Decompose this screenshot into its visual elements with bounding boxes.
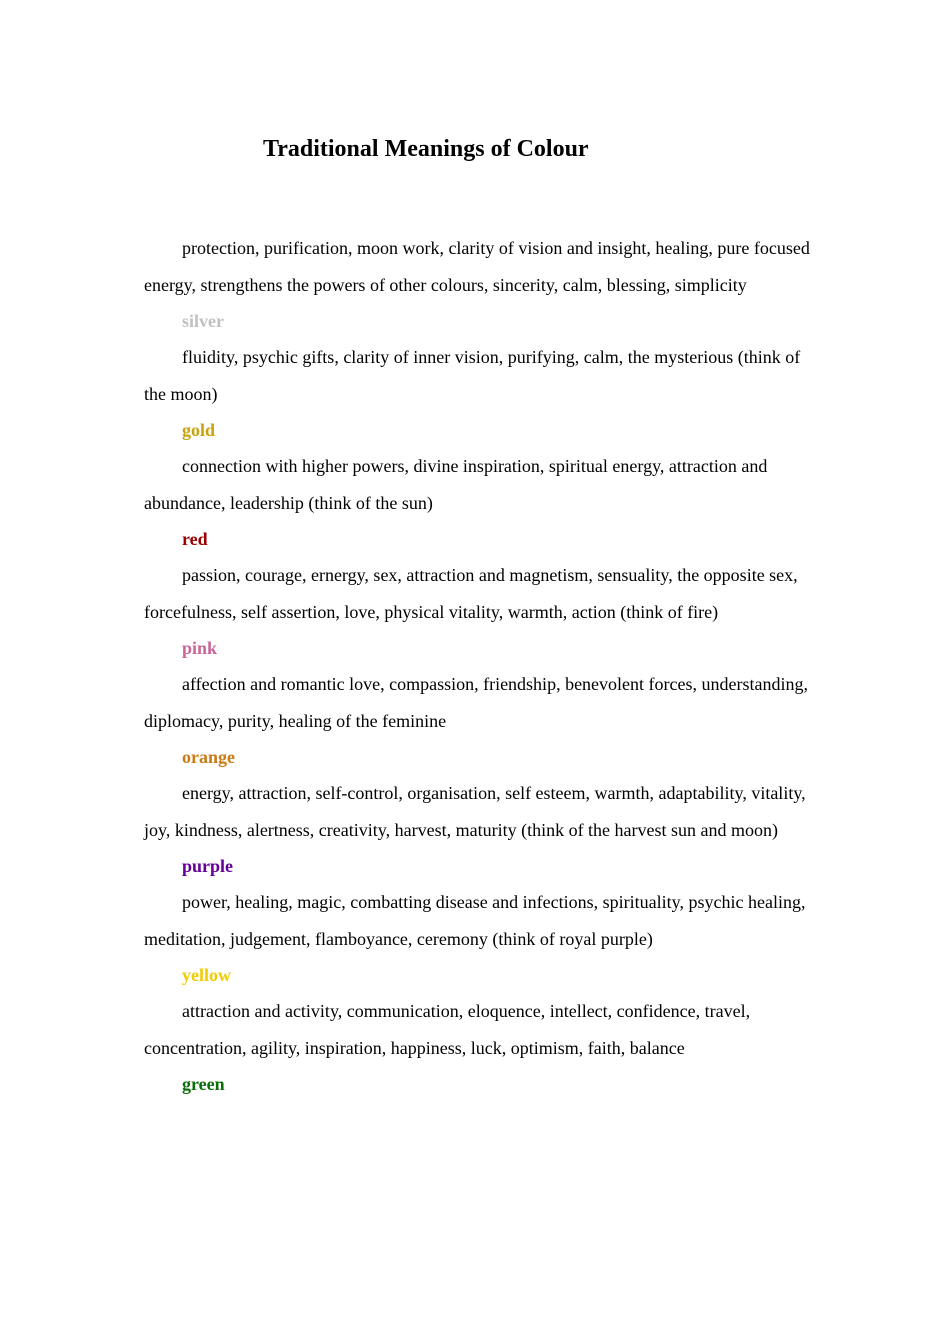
colour-heading: yellow — [182, 965, 231, 985]
meaning-paragraph: connection with higher powers, divine inspiration, spiritual energy, attraction and abundance, leadership (think of the sun) — [144, 456, 768, 513]
page-title: Traditional Meanings of Colour — [263, 136, 589, 162]
colour-heading: red — [182, 529, 208, 549]
document-body — [144, 230, 814, 1102]
meaning-paragraph: energy, attraction, self-control, organisation, self esteem, warmth, adaptability, vitality, joy, kindness, alertness, creativity, harvest, maturity (think of the harvest sun and moon) — [144, 783, 806, 840]
meaning-paragraph: attraction and activity, communication, eloquence, intellect, confidence, travel, concentration, agility, inspiration, happiness, luck, optimism, faith, balance — [144, 1001, 751, 1058]
meaning-paragraph: protection, purification, moon work, clarity of vision and insight, healing, pure focused energy, strengthens the powers of other colours, sincerity, calm, blessing, simplicity — [144, 238, 810, 295]
meaning-paragraph: passion, courage, ernergy, sex, attraction and magnetism, sensuality, the opposite sex, forcefulness, self assertion, love, physical vitality, warmth, action (think of fire) — [144, 565, 798, 622]
colour-heading: orange — [182, 747, 235, 767]
colour-heading: silver — [182, 311, 224, 331]
colour-heading: purple — [182, 856, 234, 876]
meaning-paragraph: fluidity, psychic gifts, clarity of inner vision, purifying, calm, the mysterious (think of the moon) — [144, 347, 801, 404]
colour-heading: pink — [182, 638, 218, 658]
colour-heading: gold — [182, 420, 216, 440]
meaning-paragraph: affection and romantic love, compassion, friendship, benevolent forces, understanding, diplomacy, purity, healing of the feminine — [144, 674, 808, 731]
meaning-paragraph: power, healing, magic, combatting disease and infections, spirituality, psychic healing, meditation, judgement, flamboyance, ceremony (think of royal purple) — [144, 892, 806, 949]
colour-heading: green — [182, 1074, 225, 1094]
